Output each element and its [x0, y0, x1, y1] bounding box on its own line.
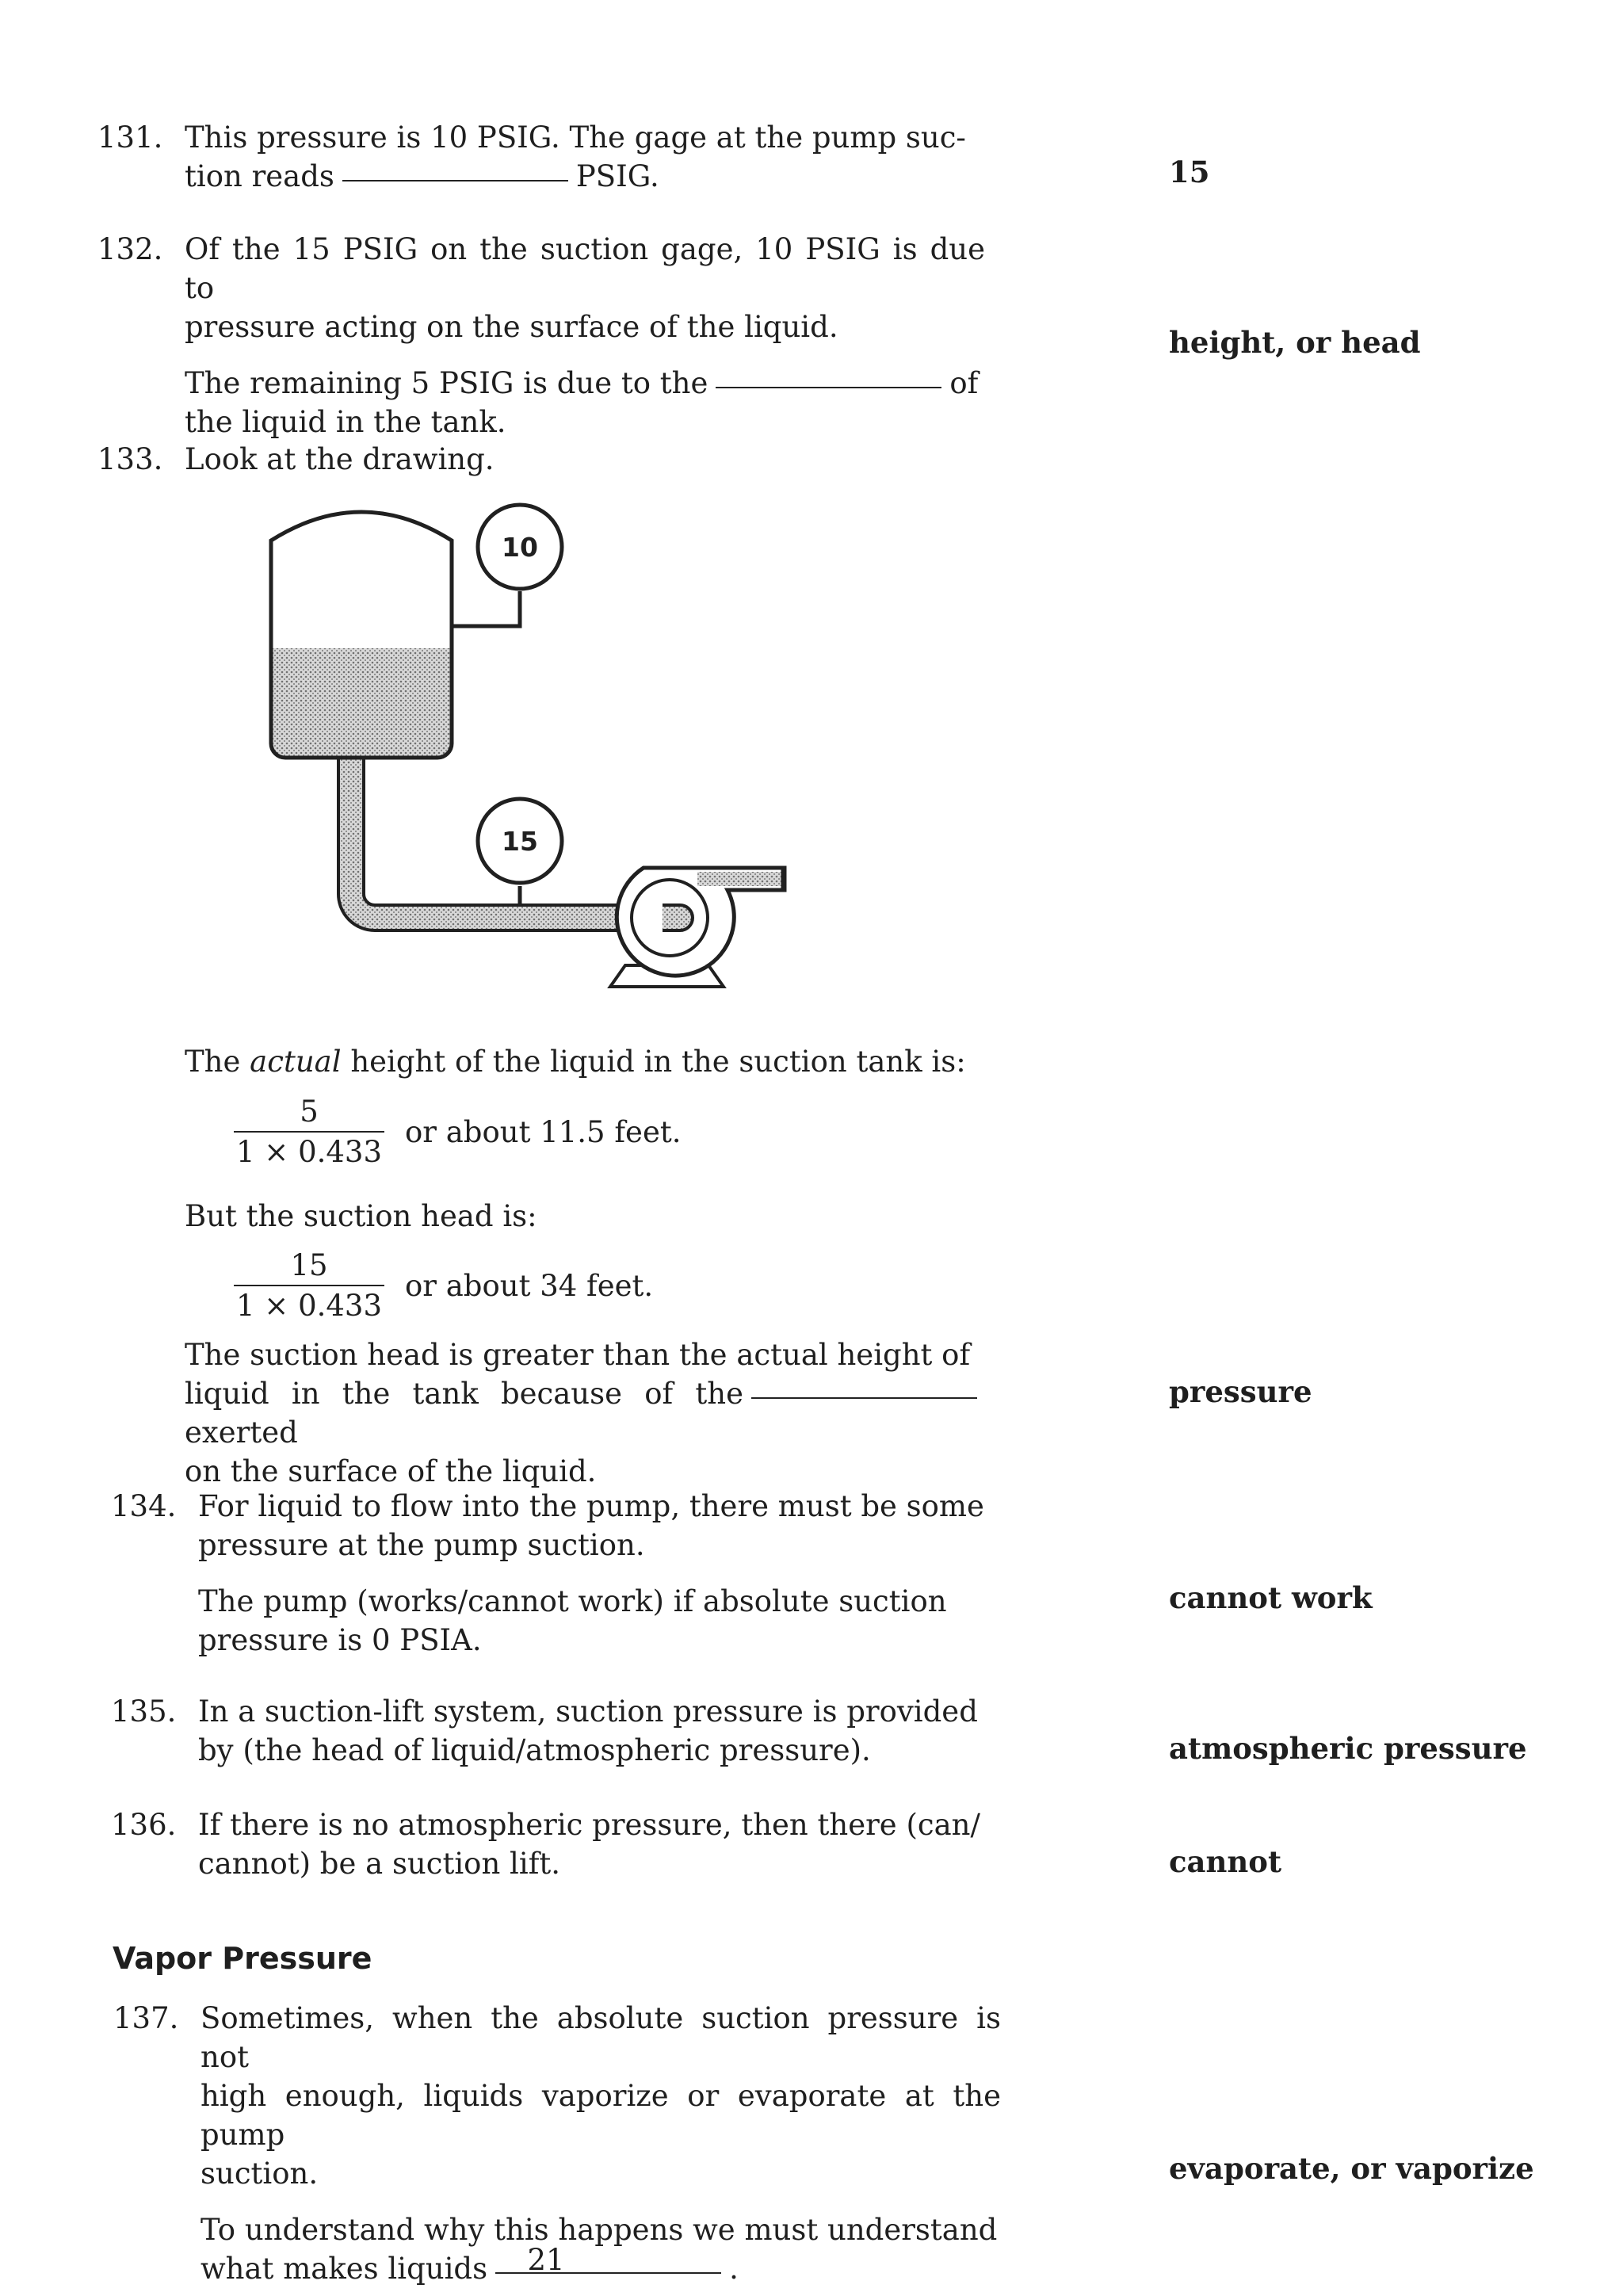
- fraction: [234, 1247, 384, 1324]
- text-line: by (the head of liquid/atmospheric pressure).: [198, 1733, 871, 1767]
- question-text: [198, 1487, 999, 1660]
- question-number: 131.: [97, 120, 163, 155]
- top-gauge-reading: 10: [502, 532, 538, 563]
- text-line: Of the 15 PSIG on the suction gage, 10 PSIG is due to: [185, 232, 985, 305]
- text-line: Sometimes, when the absolute suction pressure is not: [200, 2001, 1001, 2074]
- question-133-suction-head: [97, 1197, 985, 1236]
- equation-result: or about 34 feet.: [405, 1269, 654, 1303]
- bottom-gauge-reading: 15: [502, 826, 538, 857]
- tank-liquid: [271, 648, 452, 758]
- fraction-bar: [234, 1131, 384, 1133]
- answer-135: atmospheric pressure: [1169, 1731, 1527, 1766]
- question-text: [198, 1805, 999, 1883]
- question-133-conclusion: [97, 1335, 985, 1491]
- text-fragment: what makes liquids: [200, 2252, 488, 2286]
- question-number: 132.: [97, 232, 163, 266]
- question-136: [111, 1805, 999, 1883]
- text-line: The suction head is greater than the actual height of: [185, 1338, 971, 1372]
- section-heading: Vapor Pressure: [113, 1941, 372, 1976]
- paragraph: But the suction head is:: [185, 1199, 537, 1233]
- text-line: In a suction-lift system, suction pressure is provided: [198, 1694, 978, 1729]
- question-text: [185, 230, 985, 441]
- paragraph: [198, 1805, 999, 1883]
- text-line: For liquid to flow into the pump, there must be some: [198, 1489, 984, 1523]
- fraction-bar: [234, 1285, 384, 1286]
- fraction-numerator: 5: [300, 1095, 319, 1129]
- text-fragment: height of the liquid in the suction tank is:: [350, 1045, 966, 1079]
- question-number: 133.: [97, 442, 163, 476]
- paragraph: Look at the drawing.: [185, 442, 495, 476]
- paragraph: [185, 364, 985, 441]
- question-number: 134.: [111, 1489, 177, 1523]
- text-line: pressure acting on the surface of the liquid.: [185, 310, 838, 344]
- text-fragment: exerted: [185, 1415, 298, 1450]
- question-number: 135.: [111, 1694, 177, 1729]
- fraction-denominator: 1 × 0.433: [236, 1135, 382, 1169]
- text-line: on the surface of the liquid.: [185, 1454, 597, 1488]
- answer-134: cannot work: [1169, 1580, 1373, 1615]
- question-text: [185, 1335, 985, 1491]
- fraction-denominator: 1 × 0.433: [236, 1289, 382, 1323]
- text-line: pressure is 0 PSIA.: [198, 1623, 482, 1657]
- question-135: [111, 1692, 999, 1770]
- text-line: The pump (works/cannot work) if absolute suction: [198, 1584, 947, 1618]
- question-text: [185, 1042, 985, 1081]
- answer-131: 15: [1169, 155, 1210, 189]
- text-fragment: .: [729, 2252, 739, 2286]
- emphasized-word: actual: [250, 1045, 342, 1079]
- answer-132: height, or head: [1169, 325, 1421, 360]
- question-number: 136.: [111, 1808, 177, 1842]
- answer-blank: [716, 387, 941, 388]
- question-text: [185, 440, 985, 479]
- paragraph: [198, 1487, 999, 1564]
- pump-suction-diagram: [262, 490, 800, 1021]
- text-line: To understand why this happens we must understand: [200, 2213, 998, 2247]
- paragraph: [185, 1335, 985, 1491]
- paragraph: [200, 2210, 1001, 2288]
- paragraph: [185, 118, 985, 196]
- fraction: [234, 1094, 384, 1171]
- text-line: If there is no atmospheric pressure, then there (can/: [198, 1808, 980, 1842]
- paragraph: [198, 1582, 999, 1660]
- text-line: cannot) be a suction lift.: [198, 1847, 561, 1881]
- text-fragment: of: [949, 366, 979, 400]
- text-fragment: liquid in the tank because of the: [185, 1377, 743, 1411]
- text-line: suction.: [200, 2157, 319, 2191]
- answer-133: pressure: [1169, 1374, 1312, 1409]
- pump-inlet: [663, 905, 693, 930]
- top-gauge-pipe: [452, 591, 520, 626]
- text-fragment: The: [185, 1045, 241, 1079]
- answer-137: evaporate, or vaporize: [1169, 2151, 1534, 2186]
- answer-136: cannot: [1169, 1844, 1282, 1879]
- equation-suction-head: [234, 1247, 653, 1324]
- answer-blank: [751, 1397, 977, 1399]
- equation-result: or about 11.5 feet.: [405, 1115, 682, 1149]
- question-text: [198, 1692, 999, 1770]
- fraction-numerator: 15: [290, 1248, 328, 1282]
- question-text: [200, 1999, 1001, 2288]
- text-fragment: PSIG.: [575, 159, 659, 193]
- text-line: high enough, liquids vaporize or evaporate at the pump: [200, 2079, 1001, 2152]
- question-131: [97, 118, 985, 196]
- paragraph: [200, 1999, 1001, 2193]
- answer-blank: [342, 180, 568, 181]
- text-line: pressure at the pump suction.: [198, 1528, 645, 1562]
- paragraph: [185, 1042, 985, 1081]
- paragraph: [198, 1692, 999, 1770]
- question-number: 137.: [113, 2001, 179, 2035]
- question-text: [185, 1197, 985, 1236]
- question-text: [185, 118, 985, 196]
- question-134: [111, 1487, 999, 1660]
- text-fragment: The remaining 5 PSIG is due to the: [185, 366, 708, 400]
- paragraph: [185, 230, 985, 346]
- text-line: This pressure is 10 PSIG. The gage at the pump suc-: [185, 120, 966, 155]
- page-number: 21: [527, 2243, 565, 2277]
- pump-discharge-liquid: [697, 872, 783, 886]
- text-line: the liquid in the tank.: [185, 405, 506, 439]
- question-133-explanation-actual: [97, 1042, 985, 1081]
- question-132: [97, 230, 985, 441]
- equation-actual-height: [234, 1094, 681, 1171]
- text-fragment: tion reads: [185, 159, 334, 193]
- question-133: [97, 440, 985, 479]
